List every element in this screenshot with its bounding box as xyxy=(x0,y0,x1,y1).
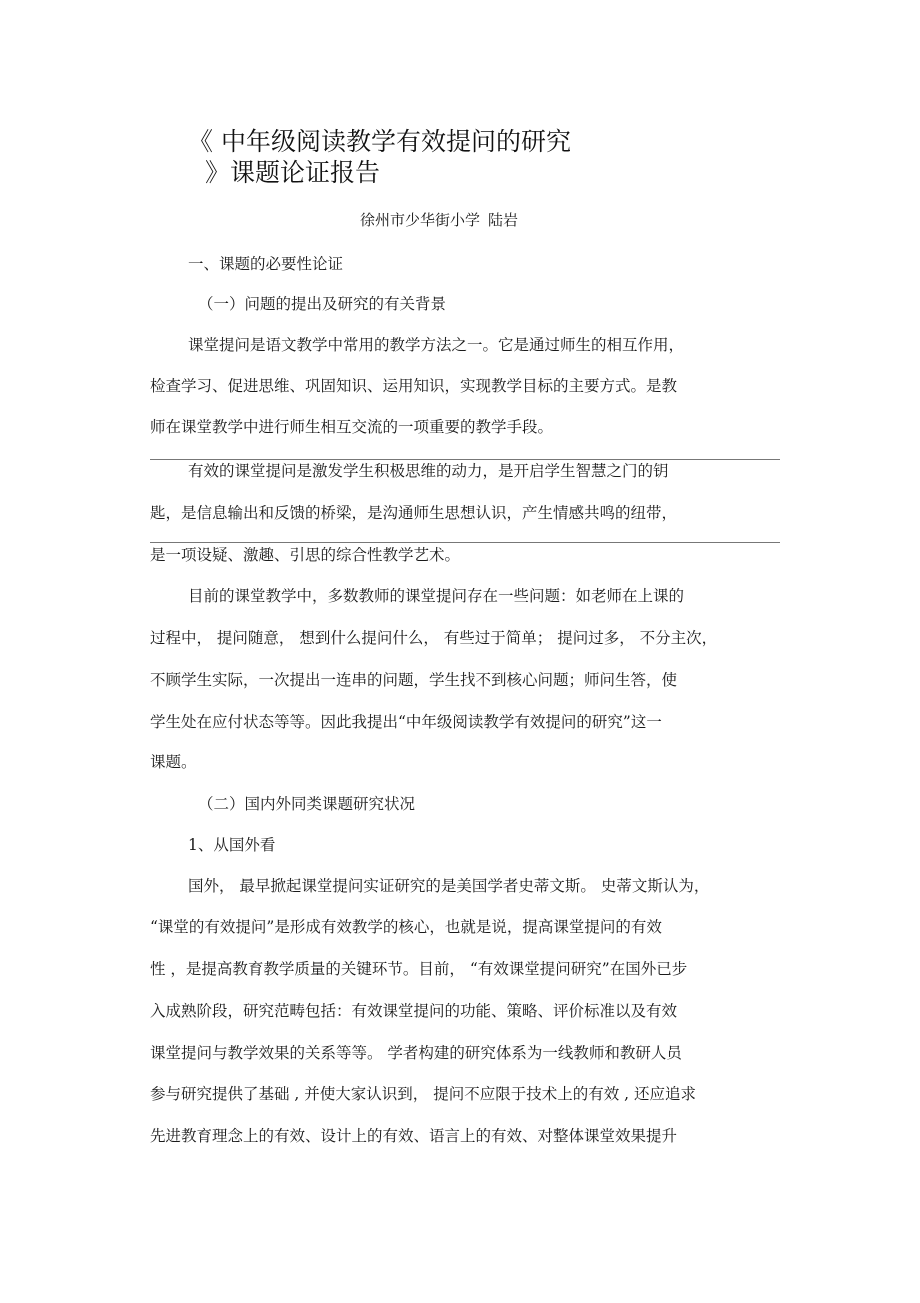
author-line xyxy=(360,209,518,230)
paragraph-4-line-3: 性 ，是提高教育教学质量的关键环节。目前， “有效课堂提问研究”在国外已步 xyxy=(150,960,688,978)
paragraph-4-line-2: “课堂的有效提问”是形成有效教学的核心，也就是说，提高课堂提问的有效 xyxy=(150,918,662,936)
section-1-heading: 一、课题的必要性论证 xyxy=(188,255,344,273)
author-name: 陆岩 xyxy=(488,211,519,229)
item-1-heading: 1、从国外看 xyxy=(188,836,276,854)
paragraph-1-line-3: 师在课堂教学中进行师生相互交流的一项重要的教学手段。 xyxy=(150,418,554,436)
paragraph-4-line-7: 先进教育理念上的有效、设计上的有效、语言上的有效、对整体课堂效果提升 xyxy=(150,1127,678,1145)
paragraph-3-line-5: 课题。 xyxy=(150,753,197,771)
paragraph-2-line-1: 有效的课堂提问是激发学生积极思维的动力，是开启学生智慧之门的钥 xyxy=(188,462,669,480)
paragraph-3-line-2: 过程中， 提问随意， 想到什么提问什么， 有些过于简单； 提问过多， 不分主次， xyxy=(150,629,718,647)
paragraph-2-line-3: 是一项设疑、激趣、引思的综合性教学艺术。 xyxy=(150,546,461,564)
paragraph-4-line-6: 参与研究提供了基础 , 并使大家认识到， 提问不应限于技术上的有效 , 还应追求 xyxy=(150,1085,696,1103)
paragraph-4-line-1: 国外， 最早掀起课堂提问实证研究的是美国学者史蒂文斯。 史蒂文斯认为， xyxy=(188,877,710,895)
horizontal-rule xyxy=(150,542,780,543)
paragraph-3-line-1: 目前的课堂教学中，多数教师的课堂提问存在一些问题：如老师在上课的 xyxy=(188,587,685,605)
paragraph-1-line-1: 课堂提问是语文教学中常用的教学方法之一。它是通过师生的相互作用， xyxy=(188,336,685,354)
author-school: 徐州市少华街小学 xyxy=(360,211,481,229)
paragraph-3-line-3: 不顾学生实际，一次提出一连串的问题，学生找不到核心问题；师问生答，使 xyxy=(150,671,678,689)
subsection-2-heading: （二）国内外同类课题研究状况 xyxy=(198,795,416,813)
document-title-line-2: 》课题论证报告 xyxy=(205,158,381,187)
paragraph-3-line-4: 学生处在应付状态等等。因此我提出“中年级阅读教学有效提问的研究”这一 xyxy=(150,713,662,731)
paragraph-4-line-4: 入成熟阶段，研究范畴包括：有效课堂提问的功能、策略、评价标准以及有效 xyxy=(150,1002,678,1020)
paragraph-1-line-2: 检查学习、促进思维、巩固知识、运用知识，实现教学目标的主要方式。是教 xyxy=(150,377,678,395)
paragraph-2-line-2: 匙，是信息输出和反馈的桥梁，是沟通师生思想认识，产生情感共鸣的纽带， xyxy=(150,504,678,522)
document-title-line-1: 《 中年级阅读教学有效提问的研究 xyxy=(188,127,571,156)
paragraph-4-line-5: 课堂提问与教学效果的关系等等。 学者构建的研究体系为一线教师和教研人员 xyxy=(150,1044,682,1062)
subsection-1-heading: （一）问题的提出及研究的有关背景 xyxy=(198,295,447,313)
